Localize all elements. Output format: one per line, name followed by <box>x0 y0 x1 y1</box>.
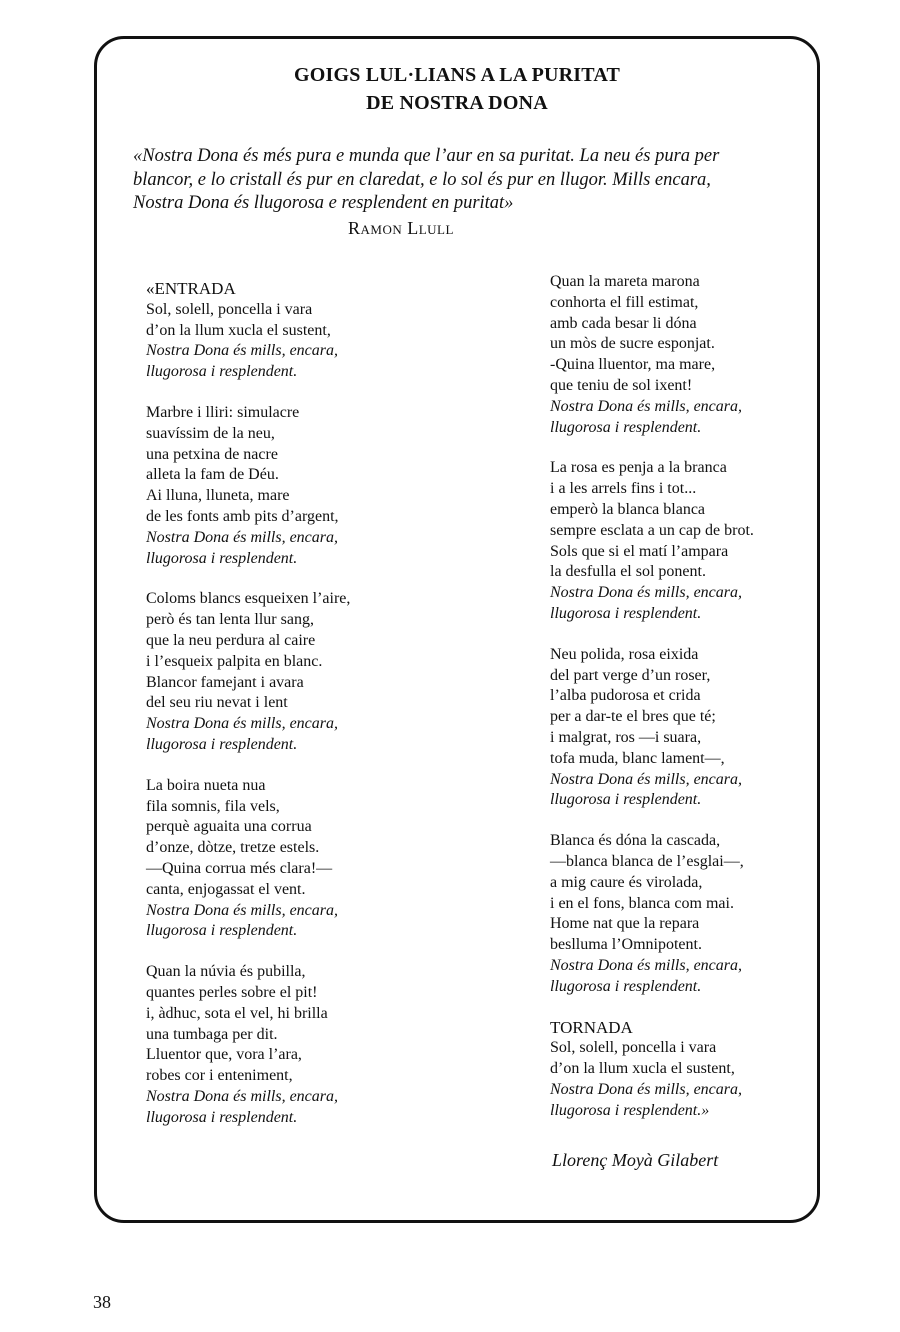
stanza <box>550 272 880 438</box>
stanza <box>550 831 880 997</box>
verse-line: Coloms blancs esqueixen l’aire, <box>146 590 351 608</box>
refrain-line: Nostra Dona és mills, encara, <box>550 584 742 602</box>
verse-line: que la neu perdura al caire <box>146 631 316 649</box>
verse-line: emperò la blanca blanca <box>550 500 706 518</box>
poem-title-line-1: GOIGS LUL·LIANS A LA PURITAT <box>293 64 621 86</box>
verse-line: Blancor famejant i avara <box>146 673 304 691</box>
section-heading-entrada: «ENTRADA <box>146 279 236 298</box>
verse-line: —Quina corrua més clara!— <box>146 859 333 877</box>
poem-title-line-2: DE NOSTRA DONA <box>366 92 548 114</box>
stanza <box>550 645 880 811</box>
stanza <box>146 403 476 569</box>
refrain-line: llugorosa i resplendent. <box>550 418 702 436</box>
refrain-line: llugorosa i resplendent. <box>146 549 298 567</box>
refrain-line: llugorosa i resplendent. <box>550 791 702 809</box>
refrain-line: Nostra Dona és mills, encara, <box>550 770 742 788</box>
poem-column-left <box>146 279 476 1148</box>
verse-line: però és tan lenta llur sang, <box>146 611 314 629</box>
refrain-line: Nostra Dona és mills, encara, <box>550 397 742 415</box>
stanza <box>146 589 476 755</box>
verse-line: una tumbaga per dit. <box>146 1025 278 1043</box>
verse-line: conhorta el fill estimat, <box>550 293 699 311</box>
verse-line: Quan la mareta marona <box>550 273 700 290</box>
refrain-line: llugorosa i resplendent. <box>146 922 298 940</box>
verse-line: alleta la fam de Déu. <box>146 466 279 484</box>
verse-line: robes cor i enteniment, <box>146 1067 293 1085</box>
verse-line: fila somnis, fila vels, <box>146 797 280 815</box>
epigraph-line: Nostra Dona és llugorosa e resplendent en puritat» <box>133 193 514 213</box>
verse-line: suavíssim de la neu, <box>146 424 275 442</box>
refrain-line: Nostra Dona és mills, encara, <box>146 342 338 360</box>
verse-line: d’onze, dòtze, tretze estels. <box>146 839 320 857</box>
refrain-line: llugorosa i resplendent. <box>146 1108 298 1126</box>
verse-line: quantes perles sobre el pit! <box>146 983 318 1001</box>
verse-line: i l’esqueix palpita en blanc. <box>146 652 323 670</box>
verse-line: La boira nueta nua <box>146 776 266 794</box>
verse-line: Neu polida, rosa eixida <box>550 645 699 663</box>
verse-line: perquè aguaita una corrua <box>146 818 312 836</box>
refrain-line: llugorosa i resplendent. <box>550 604 702 622</box>
verse-line: Blanca és dóna la cascada, <box>550 832 721 850</box>
verse-line: i, àdhuc, sota el vel, hi brilla <box>146 1004 328 1022</box>
stanza <box>550 458 880 624</box>
stanza <box>146 776 476 942</box>
verse-line: Quan la núvia és pubilla, <box>146 963 306 981</box>
verse-line: a mig caure és virolada, <box>550 873 703 891</box>
verse-line: i malgrat, ros —i suara, <box>550 728 702 746</box>
verse-line: un mòs de sucre esponjat. <box>550 335 715 353</box>
refrain-line: Nostra Dona és mills, encara, <box>146 715 338 733</box>
verse-line: d’on la llum xucla el sustent, <box>550 1060 735 1078</box>
verse-line: i en el fons, blanca com mai. <box>550 894 734 912</box>
verse-line: que teniu de sol ixent! <box>550 376 693 394</box>
verse-line: Sol, solell, poncella i vara <box>146 300 313 318</box>
refrain-line: llugorosa i resplendent. <box>146 735 298 753</box>
epigraph-line: blancor, e lo cristall és pur en claredat, e lo sol és pur en llugor. Mills encara, <box>133 169 711 190</box>
verse-line: del seu riu nevat i lent <box>146 694 288 712</box>
verse-line: tofa muda, blanc lament—, <box>550 749 725 767</box>
refrain-line: Nostra Dona és mills, encara, <box>550 1080 742 1098</box>
verse-line: Ai lluna, lluneta, mare <box>146 487 290 505</box>
refrain-line: Nostra Dona és mills, encara, <box>550 956 742 974</box>
closing-refrain-line: llugorosa i resplendent.» <box>550 1101 710 1119</box>
verse-line: de les fonts amb pits d’argent, <box>146 507 339 525</box>
verse-line: Marbre i lliri: simulacre <box>146 403 300 421</box>
verse-line: d’on la llum xucla el sustent, <box>146 321 331 339</box>
verse-line: Lluentor que, vora l’ara, <box>146 1046 302 1064</box>
section-heading-tornada: TORNADA <box>550 1017 633 1037</box>
epigraph-author: Ramon Llull <box>348 218 454 238</box>
poem-column-right <box>550 272 880 1141</box>
verse-line: per a dar-te el bres que té; <box>550 708 716 726</box>
verse-line: Sol, solell, poncella i vara <box>550 1039 717 1057</box>
verse-line: i a les arrels fins i tot... <box>550 480 697 498</box>
verse-line: Sols que si el matí l’ampara <box>550 542 729 560</box>
verse-line: la desfulla el sol ponent. <box>550 563 706 581</box>
verse-line: -Quina lluentor, ma mare, <box>550 356 716 374</box>
refrain-line: Nostra Dona és mills, encara, <box>146 1087 338 1105</box>
author-signature: Llorenç Moyà Gilabert <box>552 1150 719 1170</box>
epigraph-line: «Nostra Dona és més pura e munda que l’aur en sa puritat. La neu és pura per <box>133 146 720 166</box>
verse-line: l’alba pudorosa et crida <box>550 687 701 705</box>
verse-line: sempre esclata a un cap de brot. <box>550 521 754 539</box>
stanza <box>146 962 476 1128</box>
verse-line: beslluma l’Omnipotent. <box>550 936 702 954</box>
verse-line: Home nat que la repara <box>550 915 700 933</box>
verse-line: amb cada besar li dóna <box>550 314 697 332</box>
refrain-line: llugorosa i resplendent. <box>146 363 298 381</box>
stanza-tornada <box>550 1018 880 1122</box>
verse-line: La rosa es penja a la branca <box>550 459 727 477</box>
verse-line: del part verge d’un roser, <box>550 666 711 684</box>
page-number: 38 <box>93 1292 111 1312</box>
epigraph-quote <box>133 145 793 216</box>
verse-line: —blanca blanca de l’esglai—, <box>550 852 744 870</box>
verse-line: canta, enjogassat el vent. <box>146 880 306 898</box>
stanza-entrada <box>146 279 476 383</box>
refrain-line: llugorosa i resplendent. <box>550 977 702 995</box>
verse-line: una petxina de nacre <box>146 445 278 463</box>
refrain-line: Nostra Dona és mills, encara, <box>146 528 338 546</box>
refrain-line: Nostra Dona és mills, encara, <box>146 901 338 919</box>
